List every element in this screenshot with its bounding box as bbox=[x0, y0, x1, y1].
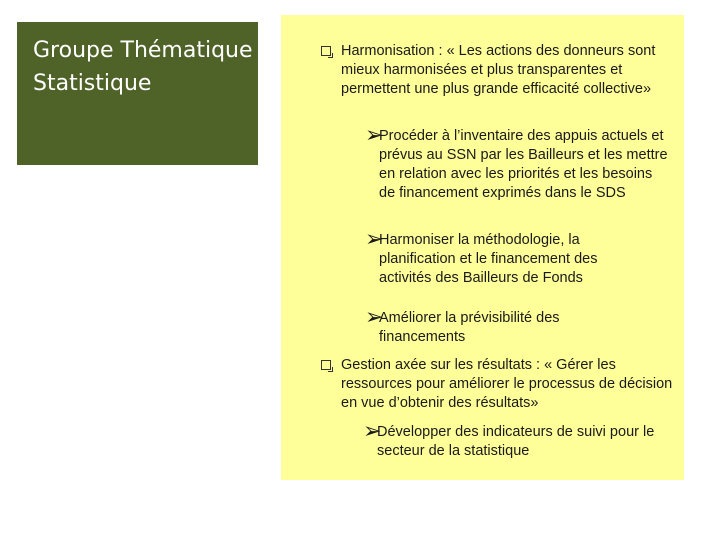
content-box bbox=[281, 15, 684, 480]
arrow-bullet-icon: ➢ bbox=[365, 122, 384, 147]
arrow-bullet-icon: ➢ bbox=[365, 304, 384, 329]
section-text: Harmonisation : « Les actions des donneurs sont mieux harmonisées et plus transparentes et permettent une plus grande efficacité collective» bbox=[341, 43, 656, 97]
checkbox-bullet-icon bbox=[321, 360, 331, 370]
checkbox-bullet-icon bbox=[321, 46, 331, 56]
subitem-text: Améliorer la prévisibilité des financements bbox=[379, 310, 560, 345]
arrow-bullet-icon: ➢ bbox=[365, 226, 384, 251]
title-box bbox=[17, 22, 258, 165]
subitem-text: Développer des indicateurs de suivi pour le secteur de la statistique bbox=[377, 424, 655, 459]
arrow-bullet-icon: ➢ bbox=[363, 418, 382, 443]
subitem-text: Harmoniser la méthodologie, la planification et le financement des activités des Bailleurs de Fonds bbox=[379, 232, 598, 286]
slide-title: Groupe Thématique Statistique bbox=[33, 38, 253, 96]
subitem-text: Procéder à l’inventaire des appuis actuels et prévus au SSN par les Bailleurs et les mettre en relation avec les priorités et les besoins de financement exprimés dans le SDS bbox=[379, 128, 668, 201]
section-text: Gestion axée sur les résultats : « Gérer les ressources pour améliorer le processus de décision en vue d’obtenir des résultats» bbox=[341, 357, 673, 411]
